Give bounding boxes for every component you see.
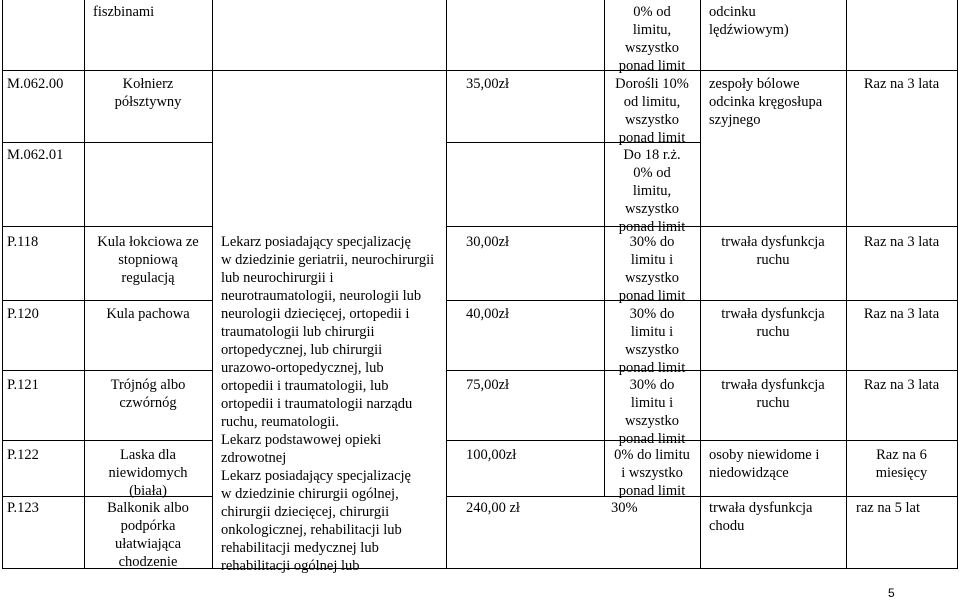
code-cell: P.122 — [7, 447, 39, 463]
grid-line — [700, 0, 701, 569]
limit-cell: Dorośli 10% od limitu, wszystko ponad limit — [615, 76, 689, 146]
price-cell: 40,00zł — [466, 306, 510, 322]
grid-line — [446, 440, 957, 441]
indication-cell: zespoły bólowe odcinka kręgosłupa szyjnego — [709, 76, 823, 128]
name-cell: Trójnóg albo czwórnóg — [110, 377, 186, 411]
grid-line — [2, 142, 212, 143]
grid-line — [446, 496, 957, 497]
grid-line — [2, 370, 212, 371]
grid-line — [2, 226, 212, 227]
code-cell: P.118 — [7, 234, 39, 250]
limit-cell-continued: 0% od limitu, wszystko ponad limit — [618, 4, 686, 74]
price-cell: 75,00zł — [466, 377, 510, 393]
limit-cell: 30% do limitu i wszystko ponad limit — [618, 234, 686, 304]
indication-cell: osoby niewidome i niedowidzące — [709, 447, 820, 481]
prescriber-cell: Lekarz posiadający specjalizację w dziedzinie geriatrii, neurochirurgii lub neurochirurgii i neurotraumatologii, neurologii lub neurologii dziecięcej, ortopedii i traumatologii lub chirurgii ortopedycznej, lub chirurgii urazowo-ortopedycznej, lub ortopedii i traumatologii, lub ortopedii i traumatologii narządu ruchu, reumatologii. Lekarz podstawowej opieki zdrowotnej Lekarz posiadający specjalizację w dziedzinie chirurgii ogólnej, chirurgii dziecięcej, chirurgii onkologicznej, rehabilitacji lub rehabilitacji medycznej lub rehabilitacji ogólnej lub — [221, 234, 435, 574]
indication-cell: trwała dysfunkcja chodu — [709, 500, 813, 534]
name-cell: Kula pachowa — [106, 306, 190, 322]
limit-cell: 0% do limitu i wszystko ponad limit — [614, 447, 690, 499]
grid-line — [212, 0, 213, 569]
code-cell: M.062.00 — [7, 76, 64, 92]
frequency-cell: Raz na 3 lata — [863, 377, 940, 393]
code-cell: P.121 — [7, 377, 39, 393]
grid-line — [446, 300, 957, 301]
indication-cell: trwała dysfunkcja ruchu — [721, 377, 825, 411]
code-cell: M.062.01 — [7, 147, 64, 163]
grid-line — [446, 226, 957, 227]
code-cell: P.120 — [7, 306, 39, 322]
limit-cell: Do 18 r.ż. 0% od limitu, wszystko ponad limit — [618, 147, 686, 235]
frequency-cell: Raz na 6 miesięcy — [875, 447, 928, 481]
indication-cell: trwała dysfunkcja ruchu — [721, 234, 825, 268]
frequency-cell: raz na 5 lat — [856, 500, 921, 516]
frequency-cell: Raz na 3 lata — [863, 306, 940, 322]
price-cell: 240,00 zł — [466, 500, 520, 516]
limit-cell: 30% do limitu i wszystko ponad limit — [618, 377, 686, 447]
grid-line — [446, 0, 447, 569]
limit-cell: 30% — [611, 500, 638, 516]
frequency-cell: Raz na 3 lata — [863, 76, 940, 92]
page-number: 5 — [888, 586, 895, 600]
name-cell: Laska dla niewidomych (biała) — [108, 447, 188, 499]
grid-line — [446, 370, 957, 371]
limit-cell: 30% do limitu i wszystko ponad limit — [618, 306, 686, 376]
code-cell: P.123 — [7, 500, 39, 516]
price-cell: 35,00zł — [466, 76, 510, 92]
indication-cell-continued: odcinku lędźwiowym) — [709, 4, 789, 38]
frequency-cell: Raz na 3 lata — [863, 234, 940, 250]
grid-line — [2, 0, 3, 569]
grid-line — [2, 70, 957, 71]
name-cell: Kula łokciowa ze stopniową regulacją — [97, 234, 199, 286]
price-cell: 30,00zł — [466, 234, 510, 250]
grid-line — [957, 0, 958, 569]
price-cell: 100,00zł — [466, 447, 517, 463]
indication-cell: trwała dysfunkcja ruchu — [721, 306, 825, 340]
grid-line — [2, 440, 212, 441]
name-cell: Balkonik albo podpórka ułatwiająca chodzenie — [107, 500, 189, 570]
name-cell-continued: fiszbinami — [93, 4, 155, 20]
name-cell: Kołnierz półsztywny — [114, 76, 182, 110]
grid-line — [2, 300, 212, 301]
